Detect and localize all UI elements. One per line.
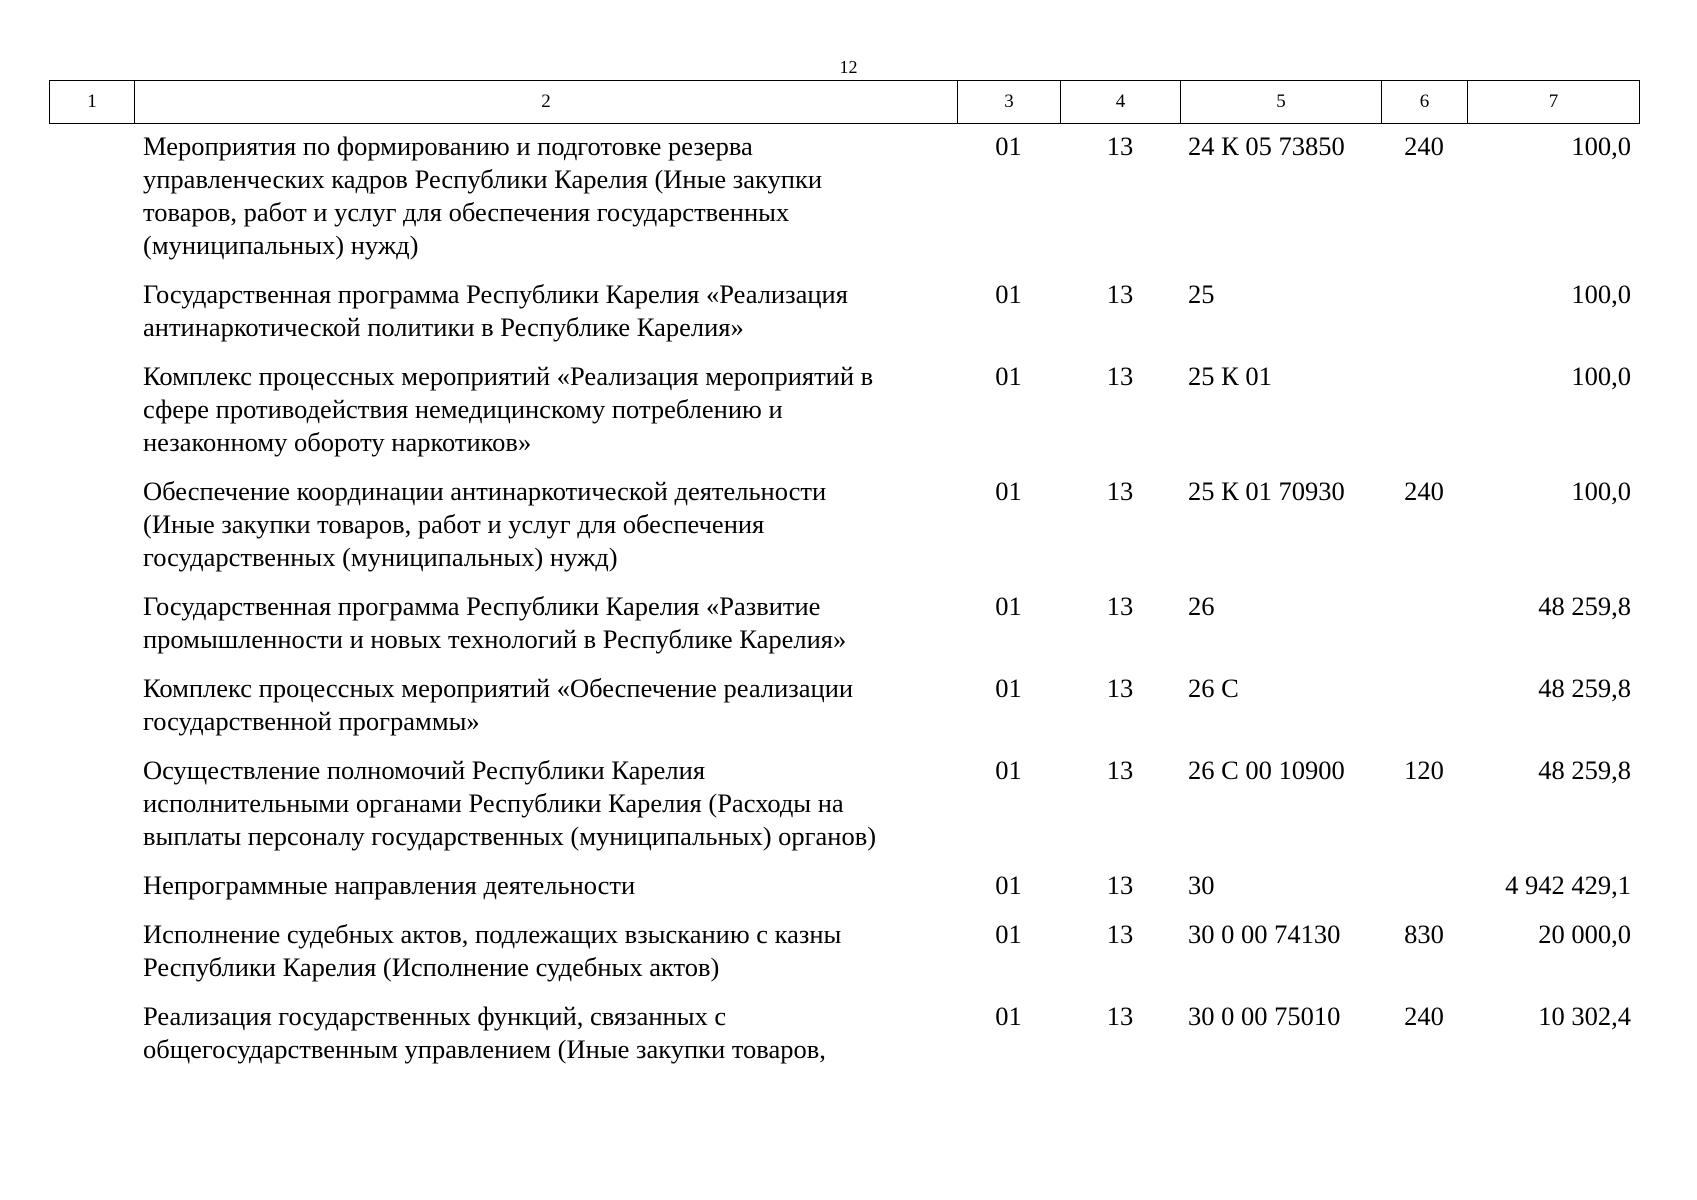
row-description: Государственная программа Республики Карелия «Развитие промышленности и новых технологий в Республике Карелия» bbox=[143, 591, 847, 654]
row-section-code: 01 bbox=[995, 361, 1022, 391]
row-amount: 20 000,0 bbox=[1538, 919, 1631, 949]
row-subsection-code: 13 bbox=[1106, 131, 1134, 161]
row-col-1 bbox=[49, 278, 134, 344]
row-expense-type: 830 bbox=[1404, 919, 1444, 949]
row-description: Комплекс процессных мероприятий «Реализация мероприятий в сфере противодействия немедицинскому потреблению и незаконному обороту наркотиков» bbox=[143, 361, 874, 457]
row-section-code: 01 bbox=[995, 131, 1022, 161]
row-section-code: 01 bbox=[995, 476, 1022, 506]
row-target-code: 24 К 05 73850 bbox=[1188, 131, 1345, 161]
row-target-code: 30 bbox=[1188, 870, 1215, 900]
row-description: Мероприятия по формированию и подготовке резерва управленческих кадров Республики Карелия (Иные закупки товаров, работ и услуг для обеспечения государственных (муниципальных) нужд) bbox=[143, 131, 823, 260]
row-amount: 48 259,8 bbox=[1538, 755, 1631, 785]
row-description: Обеспечение координации антинаркотической деятельности (Иные закупки товаров, работ и услуг для обеспечения государственных (муниципальных) нужд) bbox=[143, 476, 827, 572]
row-expense-type bbox=[1381, 672, 1467, 738]
row-col-1 bbox=[49, 130, 134, 262]
row-expense-type bbox=[1381, 278, 1467, 344]
header-cell-4: 4 bbox=[1061, 81, 1181, 124]
table-row bbox=[49, 590, 1639, 656]
row-col-1 bbox=[49, 1000, 134, 1066]
row-target-code: 25 bbox=[1188, 279, 1215, 309]
row-subsection-code: 13 bbox=[1106, 476, 1134, 506]
page-number: 12 bbox=[839, 57, 858, 77]
row-target-code: 26 С bbox=[1188, 673, 1239, 703]
row-col-1 bbox=[49, 918, 134, 984]
header-row bbox=[50, 81, 1640, 124]
table-row bbox=[49, 360, 1639, 459]
row-section-code: 01 bbox=[995, 919, 1022, 949]
table-row bbox=[49, 869, 1639, 902]
table-row bbox=[49, 754, 1639, 853]
row-description: Непрограммные направления деятельности bbox=[143, 870, 636, 900]
row-subsection-code: 13 bbox=[1106, 755, 1134, 785]
row-subsection-code: 13 bbox=[1106, 361, 1134, 391]
header-cell-3: 3 bbox=[958, 81, 1061, 124]
row-description: Реализация государственных функций, связанных с общегосударственным управлением (Иные закупки товаров, bbox=[143, 1001, 826, 1064]
table-row bbox=[49, 918, 1639, 984]
row-target-code: 25 К 01 bbox=[1188, 361, 1272, 391]
row-col-1 bbox=[49, 475, 134, 574]
row-description: Комплекс процессных мероприятий «Обеспечение реализации государственной программы» bbox=[143, 673, 854, 736]
row-col-1 bbox=[49, 590, 134, 656]
row-description: Государственная программа Республики Карелия «Реализация антинаркотической политики в Республике Карелия» bbox=[143, 279, 848, 342]
row-target-code: 26 bbox=[1188, 591, 1215, 621]
row-target-code: 26 С 00 10900 bbox=[1188, 755, 1345, 785]
row-section-code: 01 bbox=[995, 591, 1022, 621]
row-amount: 48 259,8 bbox=[1538, 673, 1631, 703]
row-expense-type bbox=[1381, 869, 1467, 902]
row-subsection-code: 13 bbox=[1106, 591, 1134, 621]
row-amount: 10 302,4 bbox=[1538, 1001, 1631, 1031]
row-target-code: 30 0 00 75010 bbox=[1188, 1001, 1341, 1031]
row-expense-type: 240 bbox=[1404, 476, 1444, 506]
row-section-code: 01 bbox=[995, 870, 1022, 900]
row-description: Исполнение судебных актов, подлежащих взысканию с казны Республики Карелия (Исполнение судебных актов) bbox=[143, 919, 842, 982]
row-target-code: 25 К 01 70930 bbox=[1188, 476, 1345, 506]
table-row bbox=[49, 475, 1639, 574]
table-row bbox=[49, 672, 1639, 738]
table-row bbox=[49, 130, 1639, 262]
row-subsection-code: 13 bbox=[1106, 1001, 1134, 1031]
table-row bbox=[49, 278, 1639, 344]
row-amount: 100,0 bbox=[1571, 361, 1631, 391]
row-subsection-code: 13 bbox=[1106, 919, 1134, 949]
row-section-code: 01 bbox=[995, 673, 1022, 703]
row-col-1 bbox=[49, 360, 134, 459]
row-subsection-code: 13 bbox=[1106, 673, 1134, 703]
row-amount: 48 259,8 bbox=[1538, 591, 1631, 621]
row-target-code: 30 0 00 74130 bbox=[1188, 919, 1341, 949]
row-amount: 100,0 bbox=[1571, 131, 1631, 161]
row-section-code: 01 bbox=[995, 1001, 1022, 1031]
row-section-code: 01 bbox=[995, 279, 1022, 309]
row-expense-type: 120 bbox=[1404, 755, 1444, 785]
row-col-1 bbox=[49, 869, 134, 902]
header-cell-7: 7 bbox=[1468, 81, 1640, 124]
row-expense-type bbox=[1381, 360, 1467, 459]
row-amount: 4 942 429,1 bbox=[1505, 870, 1631, 900]
row-expense-type: 240 bbox=[1404, 1001, 1444, 1031]
row-expense-type bbox=[1381, 590, 1467, 656]
row-section-code: 01 bbox=[995, 755, 1022, 785]
header-cell-6: 6 bbox=[1382, 81, 1468, 124]
row-subsection-code: 13 bbox=[1106, 279, 1134, 309]
row-amount: 100,0 bbox=[1571, 476, 1631, 506]
header-cell-5: 5 bbox=[1181, 81, 1382, 124]
budget-rows bbox=[49, 130, 1639, 1082]
header-cell-2: 2 bbox=[135, 81, 958, 124]
header-cell-1: 1 bbox=[50, 81, 135, 124]
row-expense-type: 240 bbox=[1404, 131, 1444, 161]
row-col-1 bbox=[49, 672, 134, 738]
row-amount: 100,0 bbox=[1571, 279, 1631, 309]
row-subsection-code: 13 bbox=[1106, 870, 1134, 900]
row-col-1 bbox=[49, 754, 134, 853]
row-description: Осуществление полномочий Республики Карелия исполнительными органами Республики Карелия (Расходы на выплаты персоналу государственных (муниципальных) органов) bbox=[143, 755, 877, 851]
table-row bbox=[49, 1000, 1639, 1066]
column-header-table bbox=[49, 80, 1640, 124]
